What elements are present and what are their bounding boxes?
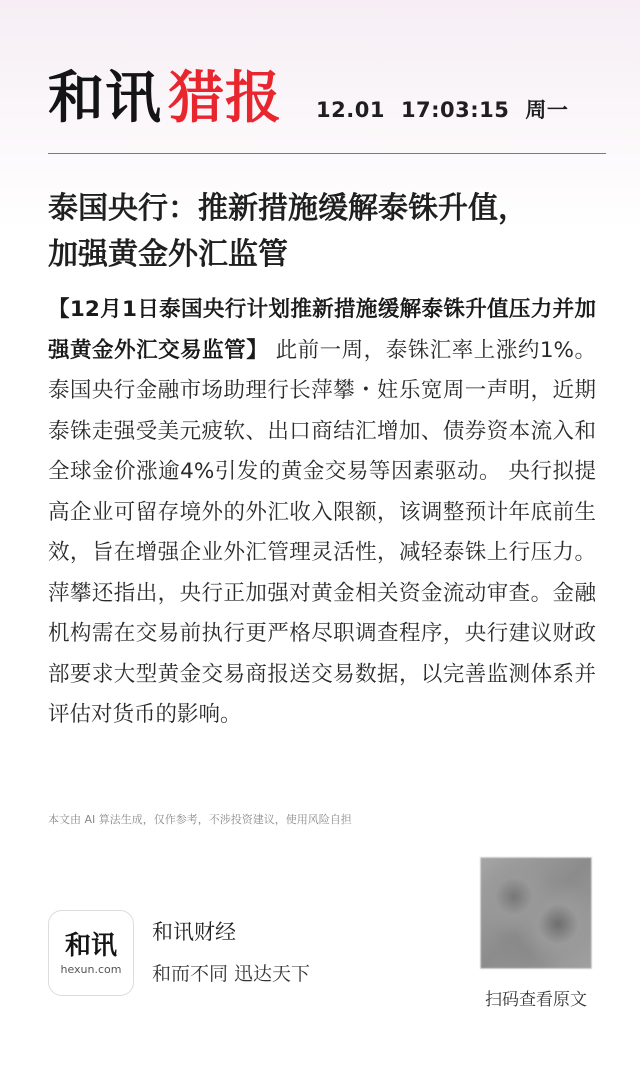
- headline-line-2: 加强黄金外汇监管: [48, 237, 288, 272]
- qr-section: [480, 857, 592, 1010]
- ai-disclaimer: 本文由 AI 算法生成，仅作参考，不涉投资建议，使用风险自担: [48, 813, 352, 826]
- article-headline: [48, 186, 598, 278]
- brand-name: 和讯财经: [152, 920, 236, 944]
- logo-liebao-text: 猎报: [168, 66, 282, 131]
- report-header: [48, 64, 608, 154]
- qr-code-icon[interactable]: [480, 857, 592, 969]
- publish-weekday: 周一: [525, 98, 569, 122]
- article-body-text: 此前一周，泰铢汇率上涨约1%。泰国央行金融市场助理行长萍攀・妵乐宽周一声明，近期泰铢走强受美元疲软、出口商结汇增加、债券资本流入和全球金价涨逾4%引发的黄金交易等因素驱动。 央行拟提高企业可留存境外的外汇收入限额，该调整预计年底前生效，旨在增强企业外汇管理灵活性，减轻泰铢上行压力。 萍攀还指出，央行正加强对黄金相关资金流动审查。金融机构需在交易前执行更严格尽职调查程序，央行建议财政部要求大型黄金交易商报送交易数据，以完善监测体系并评估对货币的影响。: [48, 337, 596, 727]
- header-divider: [48, 153, 606, 154]
- qr-caption: 扫码查看原文: [485, 990, 587, 1010]
- article-body: [48, 290, 596, 736]
- publish-time: 17:03:15: [400, 98, 510, 122]
- headline-line-1: 泰国央行：推新措施缓解泰铢升值，: [48, 191, 528, 226]
- article-lead: 【12月1日泰国央行计划推新措施缓解泰铢升值压力并加强黄金外汇交易监管】: [48, 297, 596, 363]
- app-logo-domain-text: hexun.com: [60, 962, 122, 976]
- app-logo-main-text: 和讯: [64, 930, 117, 961]
- logo-hexun-text: 和讯: [48, 66, 162, 131]
- publish-datetime: [316, 94, 584, 124]
- brand-card: [48, 910, 310, 996]
- brand-slogan: 和而不同 迅达天下: [152, 963, 311, 985]
- brand-text-block: [152, 917, 310, 989]
- hexun-liebao-logo: [48, 64, 282, 134]
- publish-date: 12.01: [316, 98, 385, 122]
- hexun-app-logo: [48, 910, 134, 996]
